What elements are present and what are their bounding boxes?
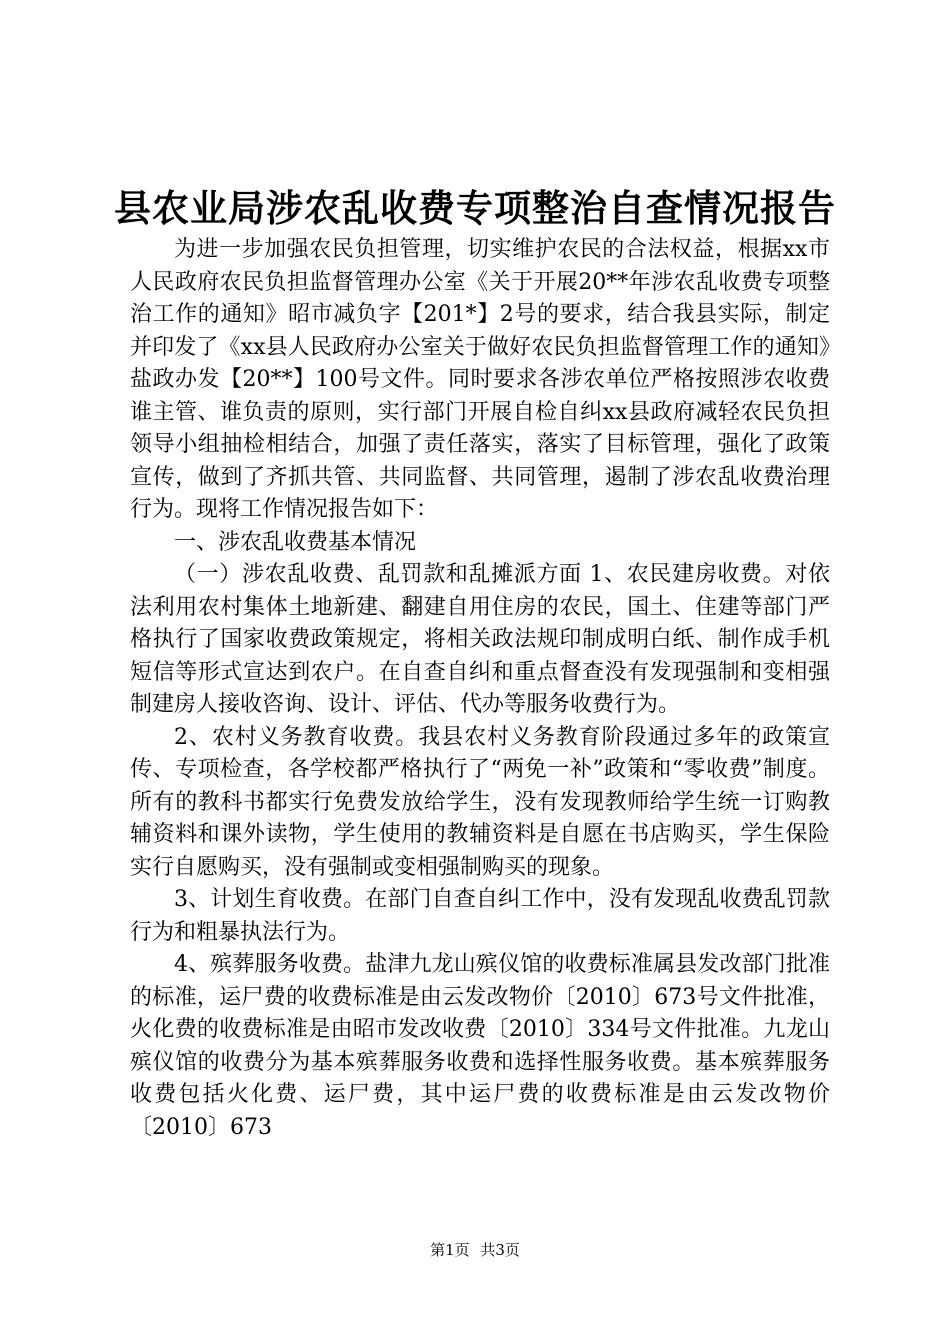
document-body (130, 234, 830, 1144)
section-heading: 一、涉农乱收费基本情况 (174, 529, 417, 555)
paragraph-building-fees: （一）涉农乱收费、乱罚款和乱摊派方面 1、农民建房收费。对依法利用农村集体土地新建、翻建自用住房的农民，国土、住建等部门严格执行了国家收费政策规定，将相关政法规印制成明白纸、制作成手机短信等形式宣达到农户。在自查自纠和重点督查没有发现强制和变相强制建房人接收咨询、设计、评估、代办等服务收费行为。 (130, 562, 830, 717)
page-footer (0, 1240, 950, 1260)
page-number: 第1页 (430, 1241, 470, 1259)
paragraph-family-planning-fees: 3、计划生育收费。在部门自查自纠工作中，没有发现乱收费乱罚款行为和粗暴执法行为。 (130, 887, 830, 945)
paragraph-funeral-fees: 4、殡葬服务收费。盐津九龙山殡仪馆的收费标准属县发改部门批准的标准，运尸费的收费标准是由云发改物价〔2010〕673号文件批准，火化费的收费标准是由昭市发改收费〔2010〕334号文件批准。九龙山殡仪馆的收费分为基本殡葬服务收费和选择性服务收费。基本殡葬服务收费包括火化费、运尸费，其中运尸费的收费标准是由云发改物价〔2010〕673 (130, 952, 830, 1140)
document-title: 县农业局涉农乱收费专项整治自查情况报告 (114, 186, 836, 230)
page-total: 共3页 (480, 1241, 520, 1259)
paragraph-intro: 为进一步加强农民负担管理，切实维护农民的合法权益，根据xx市人民政府农民负担监督管理办公室《关于开展20**年涉农乱收费专项整治工作的通知》昭市减负字【201*】2号的要求，结合我县实际，制定并印发了《xx县人民政府办公室关于做好农民负担监督管理工作的通知》盐政办发【20**】100号文件。同时要求各涉农单位严格按照涉农收费谁主管、谁负责的原则，实行部门开展自检自纠xx县政府减轻农民负担领导小组抽检相结合，加强了责任落实，落实了目标管理，强化了政策宣传，做到了齐抓共管、共同监督、共同管理，遏制了涉农乱收费治理行为。现将工作情况报告如下： (130, 237, 830, 522)
paragraph-education-fees: 2、农村义务教育收费。我县农村义务教育阶段通过多年的政策宣传、专项检查，各学校都严格执行了“两免一补”政策和“零收费”制度。所有的教科书都实行免费发放给学生，没有发现教师给学生统一订购教辅资料和课外读物，学生使用的教辅资料是自愿在书店购买，学生保险实行自愿购买，没有强制或变相强制购买的现象。 (130, 724, 830, 880)
